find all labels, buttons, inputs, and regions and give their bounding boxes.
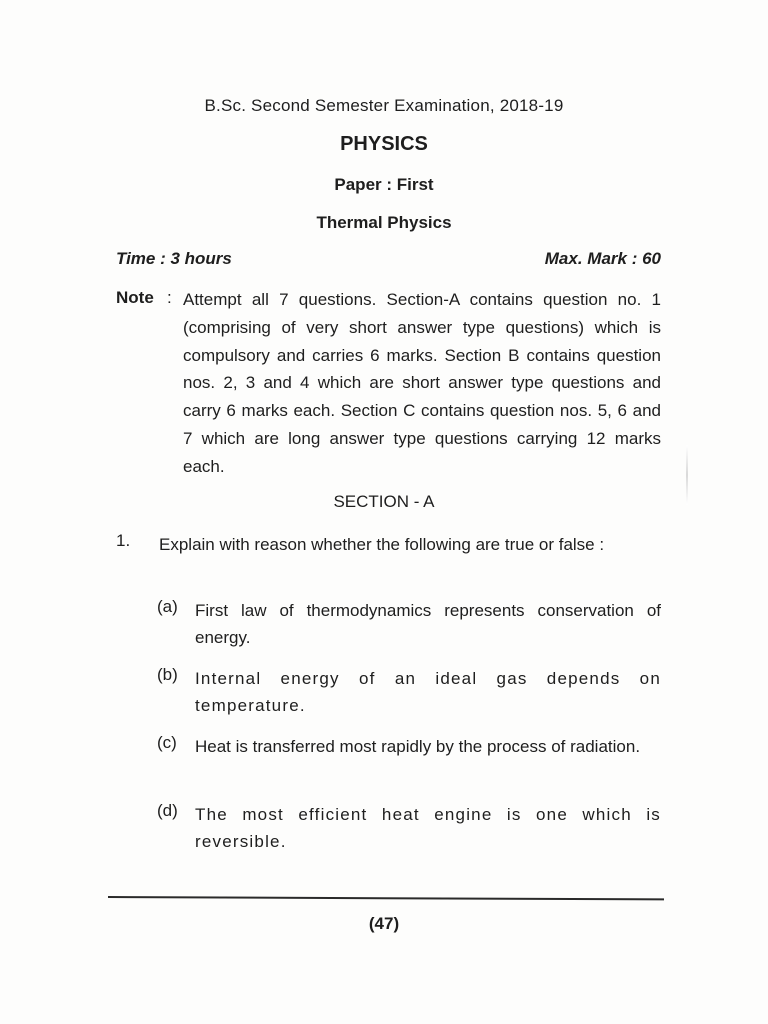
part-d-text: The most efficient heat engine is one which is reversible. (195, 805, 661, 851)
subject-title: PHYSICS (340, 133, 428, 155)
part-a-label: (a) (157, 597, 178, 616)
max-mark: Max. Mark : 60 (544, 249, 661, 268)
time-allowed: Time : 3 hours (116, 249, 232, 268)
question-text: Explain with reason whether the following are true or false : (159, 535, 605, 554)
scan-artifact (686, 445, 688, 505)
part-b-text: Internal energy of an ideal gas depends on temperature. (195, 669, 661, 715)
footer-divider (108, 896, 664, 900)
part-d-label: (d) (157, 801, 178, 820)
part-b-label: (b) (157, 665, 178, 684)
part-a-text: First law of thermodynamics represents conservation of energy. (195, 601, 661, 647)
part-c-label: (c) (157, 733, 177, 752)
topic-title: Thermal Physics (316, 213, 452, 232)
note-text: Attempt all 7 questions. Section-A contains question no. 1 (comprising of very short answer type questions) which is compulsory and carries 6 marks. Section B contains question nos. 2, 3 and 4 which are short answer type questions and carry 6 marks each. Section C contains question nos. 5, 6 and 7 which are long answer type questions carrying 12 marks each. (183, 290, 661, 476)
section-heading: SECTION - A (333, 492, 435, 511)
note-colon: : (167, 288, 172, 307)
part-c-text: Heat is transferred most rapidly by the process of radiation. (195, 737, 641, 756)
paper-label: Paper : First (334, 175, 434, 194)
page-number: (47) (368, 914, 400, 933)
exam-title: B.Sc. Second Semester Examination, 2018-19 (204, 96, 564, 115)
question-number: 1. (116, 531, 131, 550)
note-label: Note (116, 288, 154, 307)
